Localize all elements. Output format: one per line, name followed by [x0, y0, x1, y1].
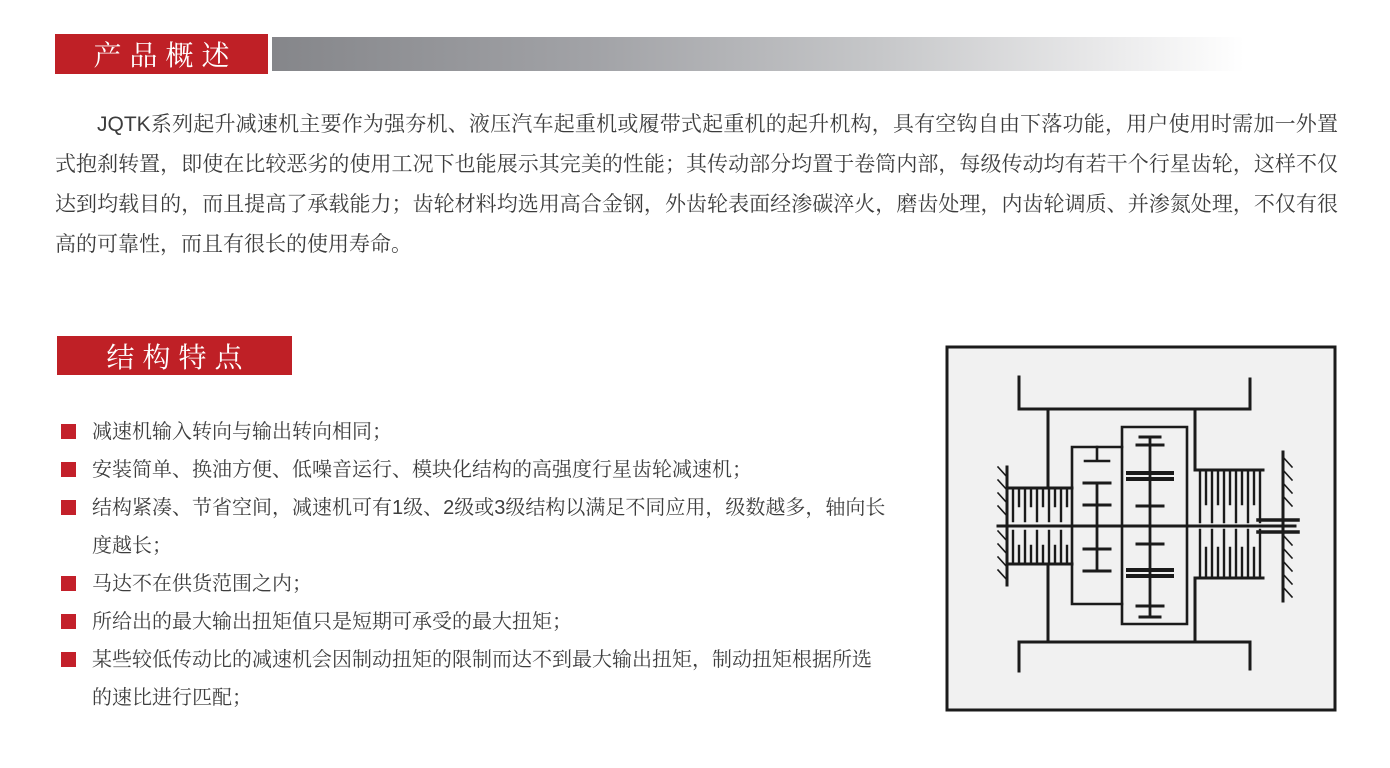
bullet-square-icon — [61, 652, 76, 667]
list-item — [55, 413, 888, 451]
list-item — [55, 451, 888, 489]
feature-list — [55, 413, 888, 717]
bullet-square-icon — [61, 424, 76, 439]
bullet-square-icon — [61, 576, 76, 591]
section-title-features: 结构特点 — [57, 336, 292, 375]
list-item — [55, 641, 888, 717]
feature-text: 结构紧凑、节省空间，减速机可有1级、2级或3级结构以满足不同应用，级数越多，轴向长度越长； — [92, 497, 886, 557]
feature-text: 某些较低传动比的减速机会因制动扭矩的限制而达不到最大输出扭矩，制动扭矩根据所选的速比进行匹配； — [92, 649, 872, 709]
bullet-square-icon — [61, 462, 76, 477]
diagram-panel — [945, 345, 1337, 712]
header-gradient-bar — [272, 37, 1285, 71]
feature-text: 安装简单、换油方便、低噪音运行、模块化结构的高强度行星齿轮减速机； — [92, 459, 752, 481]
section-title-overview: 产品概述 — [55, 34, 268, 74]
planetary-gearbox-schematic-diagram — [945, 345, 1337, 712]
bullet-square-icon — [61, 614, 76, 629]
overview-paragraph: JQTK系列起升减速机主要作为强夯机、液压汽车起重机或履带式起重机的起升机构，具有空钩自由下落功能，用户使用时需加一外置式抱刹转置，即使在比较恶劣的使用工况下也能展示其完美的性能；其传动部分均置于卷筒内部，每级传动均有若干个行星齿轮，这样不仅达到均载目的，而且提高了承载能力；齿轮材料均选用高合金钢，外齿轮表面经渗碳淬火，磨齿处理，内齿轮调质、并渗氮处理，不仅有很高的可靠性，而且有很长的使用寿命。 — [55, 113, 1338, 256]
list-item — [55, 565, 888, 603]
feature-text: 马达不在供货范围之内； — [92, 573, 312, 595]
feature-text: 减速机输入转向与输出转向相同； — [92, 421, 392, 443]
list-item — [55, 603, 888, 641]
list-item — [55, 489, 888, 565]
bullet-square-icon — [61, 500, 76, 515]
feature-text: 所给出的最大输出扭矩值只是短期可承受的最大扭矩； — [92, 611, 572, 633]
